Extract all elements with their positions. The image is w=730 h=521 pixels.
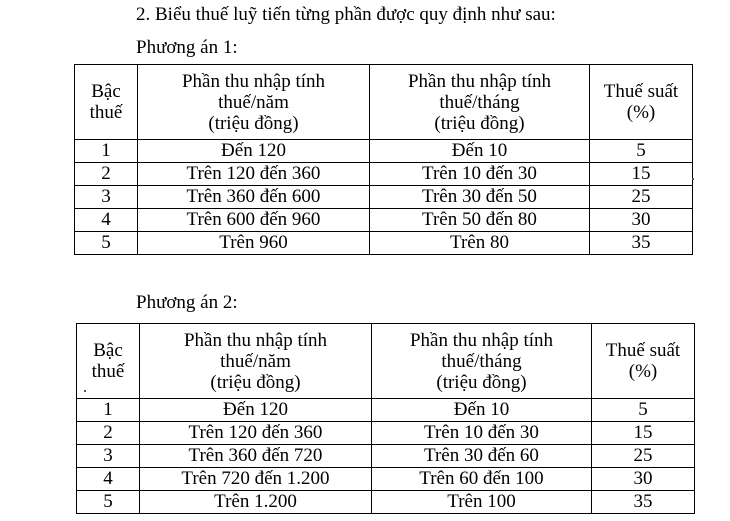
- bracket-cell: 2: [75, 163, 138, 186]
- header-tax-bracket: Bậc thuế: [75, 65, 138, 140]
- header-annual-income: Phần thu nhập tính thuế/năm (triệu đồng): [140, 324, 372, 399]
- tax-schedule-table-plan-2: [76, 323, 695, 514]
- tax-rate-cell: 5: [592, 399, 695, 422]
- annual-income-cell: Trên 960: [138, 232, 370, 255]
- table-header-row: [77, 324, 695, 399]
- annual-income-cell: Trên 1.200: [140, 491, 372, 514]
- plan-1-title: Phương án 1:: [136, 37, 238, 58]
- header-tax-rate: Thuế suất (%): [592, 324, 695, 399]
- tax-rate-cell: 5: [590, 140, 693, 163]
- header-monthly-income: Phần thu nhập tính thuế/tháng (triệu đồng): [370, 65, 590, 140]
- header-annual-income: Phần thu nhập tính thuế/năm (triệu đồng): [138, 65, 370, 140]
- table-row: [75, 209, 693, 232]
- table-header-row: [75, 65, 693, 140]
- monthly-income-cell: Trên 100: [372, 491, 592, 514]
- bracket-cell: 2: [77, 422, 140, 445]
- bracket-cell: 1: [77, 399, 140, 422]
- tax-rate-cell: 35: [592, 491, 695, 514]
- bracket-cell: 4: [75, 209, 138, 232]
- header-tax-bracket: Bậc thuế: [77, 324, 140, 399]
- tax-rate-cell: 25: [592, 445, 695, 468]
- tax-schedule-table-plan-1: [74, 64, 693, 255]
- table-row: [77, 468, 695, 491]
- document-heading: 2. Biểu thuế luỹ tiến từng phần được quy định như sau:: [136, 4, 556, 25]
- bracket-cell: 5: [77, 491, 140, 514]
- plan-2-title: Phương án 2:: [136, 292, 238, 313]
- table-row: [75, 163, 693, 186]
- annual-income-cell: Trên 720 đến 1.200: [140, 468, 372, 491]
- annual-income-cell: Trên 120 đến 360: [138, 163, 370, 186]
- scan-speck: [692, 178, 694, 180]
- monthly-income-cell: Đến 10: [372, 399, 592, 422]
- annual-income-cell: Trên 360 đến 600: [138, 186, 370, 209]
- annual-income-cell: Trên 360 đến 720: [140, 445, 372, 468]
- header-monthly-income: Phần thu nhập tính thuế/tháng (triệu đồng): [372, 324, 592, 399]
- table-row: [75, 140, 693, 163]
- tax-rate-cell: 15: [590, 163, 693, 186]
- table-row: [77, 399, 695, 422]
- annual-income-cell: Trên 120 đến 360: [140, 422, 372, 445]
- tax-rate-cell: 15: [592, 422, 695, 445]
- monthly-income-cell: Trên 30 đến 50: [370, 186, 590, 209]
- bracket-cell: 5: [75, 232, 138, 255]
- table-row: [77, 422, 695, 445]
- annual-income-cell: Đến 120: [138, 140, 370, 163]
- annual-income-cell: Đến 120: [140, 399, 372, 422]
- monthly-income-cell: Trên 10 đến 30: [372, 422, 592, 445]
- table-row: [77, 445, 695, 468]
- table-row: [75, 232, 693, 255]
- bracket-cell: 4: [77, 468, 140, 491]
- tax-rate-cell: 35: [590, 232, 693, 255]
- tax-rate-cell: 30: [592, 468, 695, 491]
- monthly-income-cell: Trên 10 đến 30: [370, 163, 590, 186]
- bracket-cell: 3: [77, 445, 140, 468]
- monthly-income-cell: Trên 50 đến 80: [370, 209, 590, 232]
- monthly-income-cell: Trên 60 đến 100: [372, 468, 592, 491]
- table-row: [77, 491, 695, 514]
- bracket-cell: 1: [75, 140, 138, 163]
- tax-rate-cell: 30: [590, 209, 693, 232]
- scan-speck: [84, 390, 86, 392]
- monthly-income-cell: Đến 10: [370, 140, 590, 163]
- monthly-income-cell: Trên 80: [370, 232, 590, 255]
- table-row: [75, 186, 693, 209]
- bracket-cell: 3: [75, 186, 138, 209]
- header-tax-rate: Thuế suất (%): [590, 65, 693, 140]
- monthly-income-cell: Trên 30 đến 60: [372, 445, 592, 468]
- tax-rate-cell: 25: [590, 186, 693, 209]
- annual-income-cell: Trên 600 đến 960: [138, 209, 370, 232]
